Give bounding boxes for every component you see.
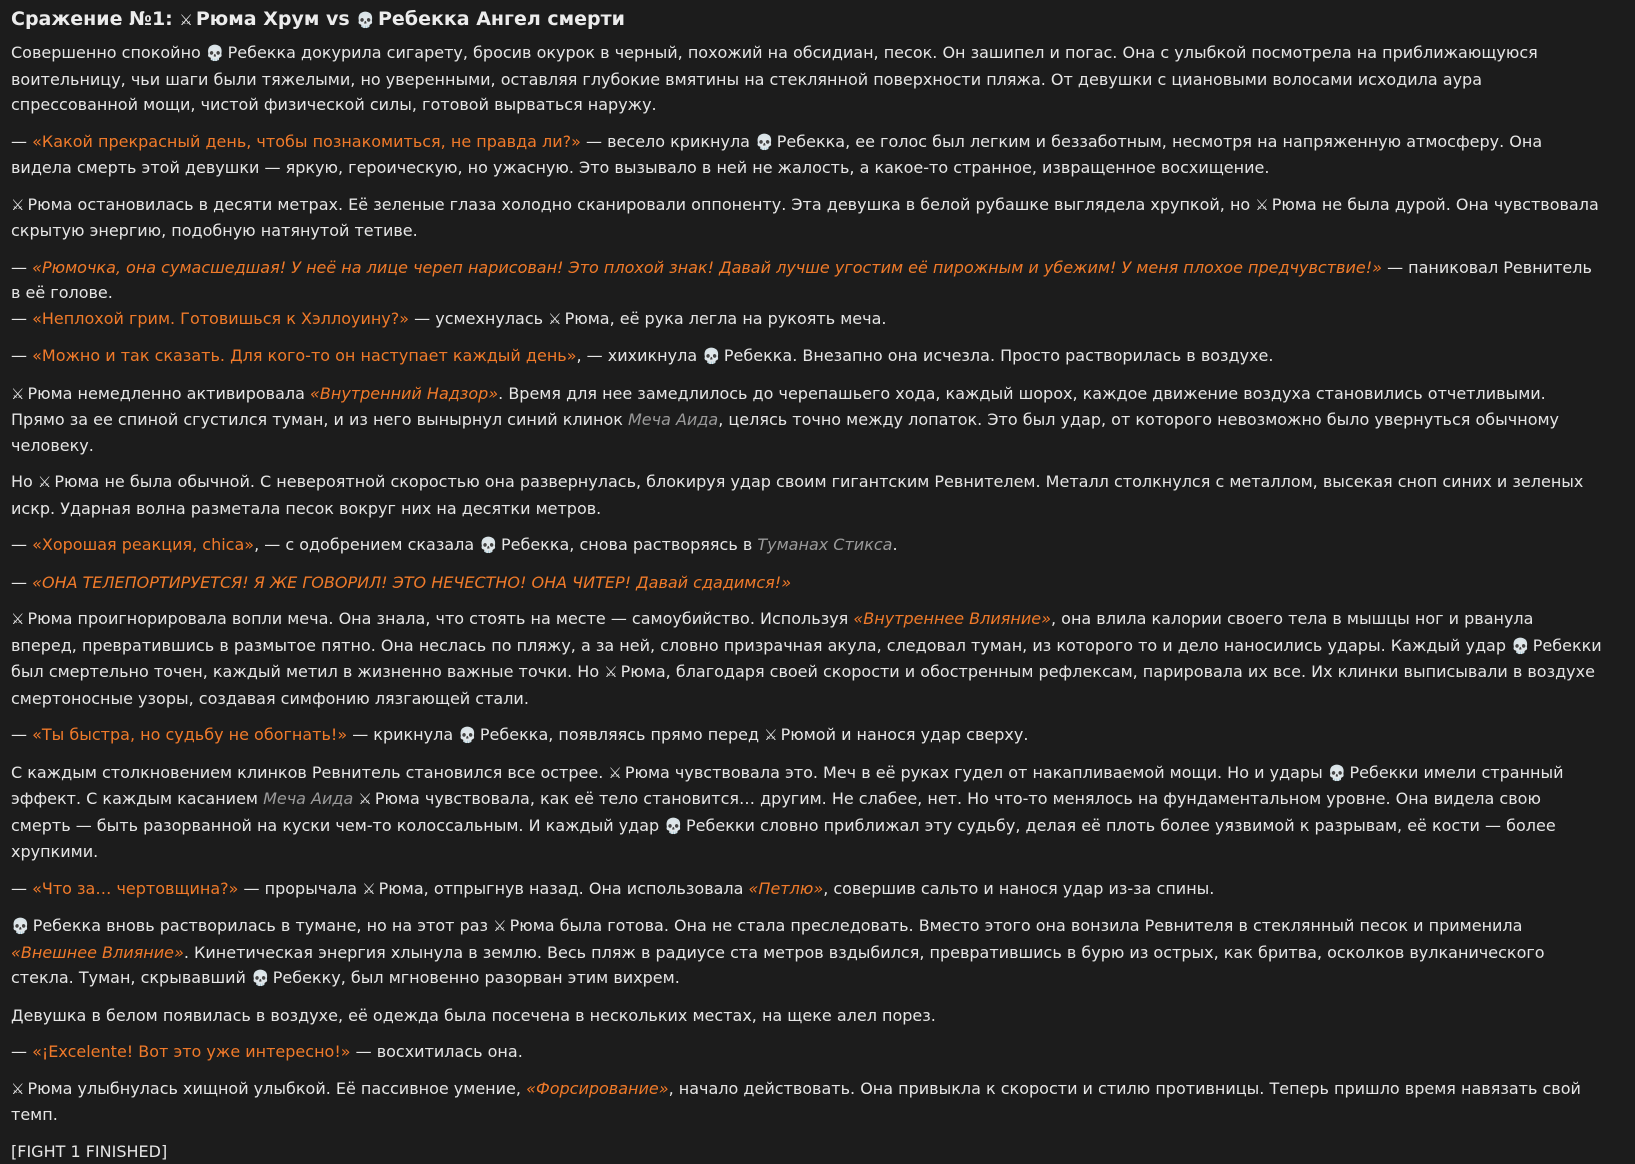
- quote: «Ты быстра, но судьбу не обогнать!»: [32, 725, 347, 744]
- text: , совершив сальто и нанося удар из-за спины.: [823, 879, 1214, 898]
- paragraph-11: [11, 722, 1604, 749]
- text: Рюма не была обычной. С невероятной скоростью она развернулась, блокируя удар своим гигантским Ревнителем. Металл столкнулся с металлом, высекая сноп синих и зеленых искр. Ударная волна разметала песок вокруг них на десятки метров.: [11, 472, 1583, 518]
- text: Рюма, отпрыгнув назад. Она использовала: [379, 879, 749, 898]
- title-prefix: Сражение №1:: [11, 8, 179, 30]
- dash: —: [11, 573, 32, 592]
- paragraph-13: [11, 876, 1604, 903]
- swords-icon: ⚔: [362, 880, 375, 898]
- quote: «Хорошая реакция, chica»: [32, 535, 254, 554]
- text: — паниковал Ревнитель в её голове.: [11, 258, 1592, 303]
- quote: «Рюмочка, она сумасшедшая! У неё на лице череп нарисован! Это плохой знак! Давай лучше угостим её пирожным и убежим! У меня плохое предчувствие!»: [32, 258, 1382, 277]
- swords-icon: ⚔: [179, 11, 192, 29]
- text: . Время для нее замедлилось до черепашьего хода, каждый шорох, каждое движение воздуха становились отчетливыми. Прямо за ее спиной сгустился туман, и из него вынырнул синий клинок: [11, 384, 1546, 430]
- skill-name: «Форсирование»: [526, 1079, 669, 1098]
- fight-finished-marker: [11, 1139, 1604, 1164]
- skull-icon: 💀: [251, 969, 270, 987]
- skull-icon: 💀: [206, 44, 225, 62]
- paragraph-4a: [11, 255, 1604, 306]
- skill-name: «Внешнее Влияние»: [11, 943, 184, 962]
- paragraph-15: [11, 1003, 1604, 1029]
- paragraph-5: [11, 343, 1604, 370]
- skill-name: «Внутренний Надзор»: [310, 384, 498, 403]
- text: Рюма проигнорировала вопли меча. Она знала, что стоять на месте — самоубийство. Используя: [27, 609, 853, 628]
- dash: —: [11, 725, 32, 744]
- paragraph-16: [11, 1039, 1604, 1065]
- text: Рюма чувствовала, как её тело становится… другим. Не слабее, нет. Но что-то менялось на фундаментальном уровне. Она видела свою смерть — быть разорванной на куски чем-то колоссальным. И каждый удар: [11, 789, 1541, 835]
- item-name: Меча Аида: [628, 410, 718, 429]
- text: , начало действовать. Она привыкла к скорости и стилю противницы. Теперь пришло время навязать свой темп.: [11, 1079, 1581, 1125]
- swords-icon: ⚔: [38, 473, 51, 491]
- skull-icon: 💀: [1328, 764, 1347, 782]
- dash: —: [11, 346, 32, 365]
- text: С каждым столкновением клинков Ревнитель становился все острее.: [11, 763, 608, 782]
- text: Рюма остановилась в десяти метрах. Её зеленые глаза холодно сканировали оппоненту. Эта девушка в белой рубашке выглядела хрупкой, но: [27, 195, 1255, 214]
- swords-icon: ⚔: [493, 917, 506, 935]
- paragraph-9: [11, 570, 1604, 596]
- text: Рюма улыбнулась хищной улыбкой. Её пассивное умение,: [27, 1079, 526, 1098]
- skull-icon: 💀: [356, 11, 375, 29]
- text: — восхитилась она.: [351, 1042, 523, 1061]
- swords-icon: ⚔: [548, 310, 561, 328]
- text: Рюма, её рука легла на рукоять меча.: [565, 309, 887, 328]
- dash: —: [11, 258, 32, 277]
- paragraph-4b: [11, 306, 1604, 333]
- dash: —: [11, 879, 32, 898]
- text: Ребекку, был мгновенно разорван этим вихрем.: [273, 968, 680, 987]
- quote: «¡Excelente! Вот это уже интересно!»: [32, 1042, 350, 1061]
- text: Рюма немедленно активировала: [27, 384, 310, 403]
- quote: «ОНА ТЕЛЕПОРТИРУЕТСЯ! Я ЖЕ ГОВОРИЛ! ЭТО НЕЧЕСТНО! ОНА ЧИТЕР! Давай сдадимся!»: [32, 573, 791, 592]
- text: .: [892, 535, 897, 554]
- text: Рюма была готова. Она не стала преследовать. Вместо этого она вонзила Ревнителя в стеклянный песок и применила: [510, 916, 1523, 935]
- paragraph-8: [11, 532, 1604, 559]
- text: [FIGHT 1 FINISHED]: [11, 1142, 167, 1161]
- paragraph-2: [11, 129, 1604, 181]
- swords-icon: ⚔: [11, 610, 24, 628]
- text: Рюма не была дурой. Она чувствовала скрытую энергию, подобную натянутой тетиве.: [11, 195, 1599, 241]
- text: Девушка в белом появилась в воздухе, её одежда была посечена в нескольких местах, на щеке алел порез.: [11, 1006, 936, 1025]
- skill-name: «Внутреннее Влияние»: [853, 609, 1051, 628]
- text: Рюмой и нанося удар сверху.: [781, 725, 1029, 744]
- text: — усмехнулась: [409, 309, 548, 328]
- text: Но: [11, 472, 38, 491]
- swords-icon: ⚔: [608, 764, 621, 782]
- skull-icon: 💀: [458, 726, 477, 744]
- item-name: Меча Аида: [263, 789, 353, 808]
- quote: «Неплохой грим. Готовишься к Хэллоуину?»: [32, 309, 409, 328]
- skull-icon: 💀: [664, 817, 683, 835]
- text: Ребекка докурила сигарету, бросив окурок в черный, похожий на обсидиан, песок. Он зашипел и погас. Она с улыбкой посмотрела на приближающуюся воительницу, чьи шаги были тяжелыми, но уверенными, оставляя глубокие вмятины на стеклянной поверхности пляжа. От девушки с циановыми волосами исходила аура спрессованной мощи, чистой физической силы, готовой вырваться наружу.: [11, 43, 1538, 114]
- dash: —: [11, 309, 32, 328]
- paragraph-1: [11, 40, 1604, 118]
- paragraph-17: [11, 1076, 1604, 1128]
- skull-icon: 💀: [702, 347, 721, 365]
- text: , целясь точно между лопаток. Это был удар, от которого невозможно было увернуться обычному человеку.: [11, 410, 1559, 455]
- page-title: [11, 5, 1604, 34]
- text: Ребекки словно приближал эту судьбу, делая её плоть более уязвимой к разрывам, её кости — более хрупкими.: [11, 816, 1556, 862]
- text: Совершенно спокойно: [11, 43, 206, 62]
- swords-icon: ⚔: [604, 663, 617, 681]
- text: , — хихикнула: [577, 346, 703, 365]
- text: — весело крикнула: [581, 132, 755, 151]
- swords-icon: ⚔: [764, 726, 777, 744]
- dash: —: [11, 1042, 32, 1061]
- paragraph-14: [11, 913, 1604, 992]
- quote: «Что за… чертовщина?»: [32, 879, 238, 898]
- text: Ребекка, ее голос был легким и беззаботным, несмотря на напряженную атмосферу. Она видела смерть этой девушки — яркую, героическую, но ужасную. Это вызывало в ней не жалость, а какое-то странное, извращенное восхищение.: [11, 132, 1542, 178]
- skill-name: «Петлю»: [749, 879, 824, 898]
- paragraph-7: [11, 469, 1604, 521]
- paragraph-3: [11, 192, 1604, 244]
- text: , она влила калории своего тела в мышцы ног и рванула вперед, превратившись в размытое пятно. Она неслась по пляжу, а за ней, словно призрачная акула, следовал туман, из которого то и дело наносились удары. Каждый удар: [11, 609, 1533, 655]
- text: . Кинетическая энергия хлынула в землю. Весь пляж в радиусе ста метров вздыбился, превратившись в бурю из острых, как бритва, осколков вулканического стекла. Туман, скрывавший: [11, 943, 1545, 988]
- dash: —: [11, 132, 32, 151]
- swords-icon: ⚔: [1255, 196, 1268, 214]
- paragraph-12: [11, 760, 1604, 865]
- skill-name: Туманах Стикса: [757, 535, 892, 554]
- swords-icon: ⚔: [358, 790, 371, 808]
- swords-icon: ⚔: [11, 385, 24, 403]
- skull-icon: 💀: [755, 133, 774, 151]
- text: , — с одобрением сказала: [254, 535, 479, 554]
- text: Рюма чувствовала это. Меч в её руках гудел от накапливаемой мощи. Но и удары: [625, 763, 1328, 782]
- swords-icon: ⚔: [11, 196, 24, 214]
- skull-icon: 💀: [1511, 637, 1530, 655]
- text: Ребекка, появляясь прямо перед: [480, 725, 764, 744]
- text: Ребекки был смертельно точен, каждый метил в жизненно важные точки. Но: [11, 636, 1602, 682]
- text: Ребекка, снова растворяясь в: [501, 535, 757, 554]
- text: Рюма, благодаря своей скорости и обостренным рефлексам, парировала их все. Их клинки выписывали в воздухе смертоносные узоры, создавая симфонию лязгающей стали.: [11, 662, 1595, 708]
- title-fighter-2: Ребекка Ангел смерти: [378, 8, 625, 30]
- skull-icon: 💀: [479, 536, 498, 554]
- paragraph-10: [11, 606, 1604, 711]
- dash: —: [11, 535, 32, 554]
- skull-icon: 💀: [11, 917, 30, 935]
- paragraph-6: [11, 381, 1604, 459]
- title-fighter-1: Рюма Хрум vs: [196, 8, 356, 30]
- text: Ребекка. Внезапно она исчезла. Просто растворилась в воздухе.: [724, 346, 1274, 365]
- text: — крикнула: [347, 725, 458, 744]
- text: Ребекки имели странный эффект. С каждым касанием: [11, 763, 1564, 809]
- quote: «Какой прекрасный день, чтобы познакомиться, не правда ли?»: [32, 132, 581, 151]
- text: Ребекка вновь растворилась в тумане, но на этот раз: [33, 916, 493, 935]
- text: — прорычала: [238, 879, 362, 898]
- quote: «Можно и так сказать. Для кого-то он наступает каждый день»: [32, 346, 576, 365]
- swords-icon: ⚔: [11, 1080, 24, 1098]
